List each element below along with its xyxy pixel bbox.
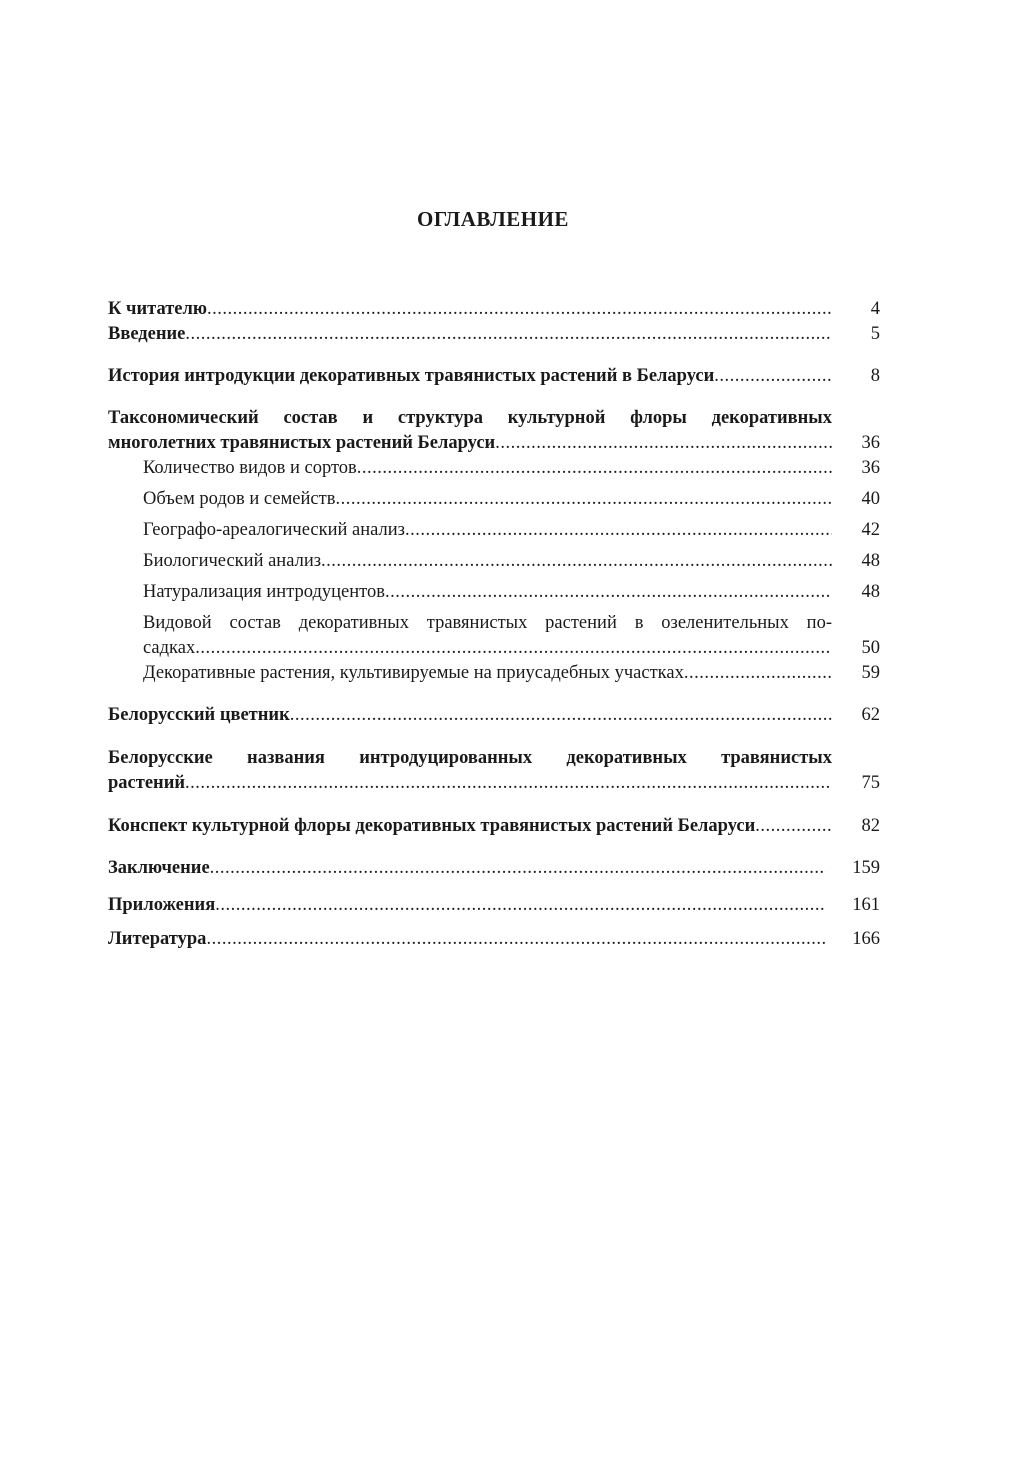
dot-leader: [207, 297, 832, 322]
toc-entry-literatura[interactable]: [108, 927, 880, 952]
dot-leader: [684, 661, 832, 686]
toc-entry-kolichestvo[interactable]: [143, 456, 880, 481]
dot-leader: [215, 893, 826, 918]
dot-leader: [495, 431, 832, 456]
toc-entry-title: Декоративные растения, культивируемые на приусадебных участках: [143, 663, 684, 683]
toc-entry-title: Объем родов и семейств: [143, 489, 336, 509]
dot-leader: [210, 856, 827, 881]
toc-page-number: 48: [861, 582, 880, 602]
toc-page-number: 36: [861, 458, 880, 478]
page-title: ОГЛАВЛЕНИЕ: [417, 207, 569, 231]
toc-entry-zaklyuchenie[interactable]: [108, 856, 880, 881]
dot-leader: [185, 322, 832, 347]
toc-entry-belorusskie-nazvaniya[interactable]: [108, 746, 880, 796]
dot-leader: [321, 549, 832, 574]
toc-entry-title: Заключение: [108, 858, 210, 878]
toc-page-number: 5: [870, 324, 880, 344]
toc-entry-title-line1: Белорусские названия интродуцированных декоративных травянистых: [108, 748, 832, 768]
toc-entry-geografo[interactable]: [143, 518, 880, 543]
toc-page-number: 4: [870, 299, 880, 319]
dot-leader: [755, 814, 832, 839]
toc-entry-title: Географо-ареалогический анализ: [143, 520, 405, 540]
toc-entry-istoriya[interactable]: [108, 364, 880, 389]
toc-entry-title: История интродукции декоративных травянистых растений в Беларуси: [108, 366, 715, 386]
toc-entry-title: Введение: [108, 324, 186, 344]
toc-entry-title: Биологический анализ: [143, 551, 322, 571]
toc-entry-dekorativnye-rasteniya[interactable]: [143, 661, 880, 686]
toc-entry-title: садках: [143, 638, 196, 658]
dot-leader: [290, 703, 832, 728]
toc-entry-title-line1: Таксономический состав и структура культурной флоры декоративных: [108, 408, 832, 428]
toc-entry-prilozheniya[interactable]: [108, 893, 880, 918]
toc-page-number: 159: [852, 858, 880, 878]
toc-entry-k-chitatelyu[interactable]: [108, 297, 880, 322]
toc-entry-title: Количество видов и сортов: [143, 458, 357, 478]
toc-entry-title: многолетних травянистых растений Беларуси: [108, 433, 496, 453]
toc-entry-biologicheskiy[interactable]: [143, 549, 880, 574]
toc-page-number: 40: [861, 489, 880, 509]
toc-page-number: 50: [861, 638, 880, 658]
toc-page-number: 166: [852, 929, 880, 949]
toc-entry-title-line1: Видовой состав декоративных травянистых растений в озеленительных по-: [143, 613, 832, 633]
toc-entry-title: Натурализация интродуцентов: [143, 582, 385, 602]
toc-entry-vvedenie[interactable]: [108, 322, 880, 347]
toc-entry-title: Конспект культурной флоры декоративных травянистых растений Беларуси: [108, 816, 756, 836]
toc-entry-obem[interactable]: [143, 487, 880, 512]
toc-page-number: 62: [861, 705, 880, 725]
toc-entry-vidovoy-sostav[interactable]: [143, 611, 880, 661]
toc-page-number: 82: [861, 816, 880, 836]
toc-entry-title: Приложения: [108, 895, 216, 915]
dot-leader: [335, 487, 832, 512]
dot-leader: [714, 364, 832, 389]
toc-page-number: 59: [861, 663, 880, 683]
toc-entry-title: растений: [108, 773, 186, 793]
toc-entry-naturalizatsiya[interactable]: [143, 580, 880, 605]
dot-leader: [206, 927, 826, 952]
dot-leader: [405, 518, 832, 543]
toc-page-number: 161: [852, 895, 880, 915]
toc-page-number: 8: [870, 366, 880, 386]
dot-leader: [185, 771, 832, 796]
dot-leader: [357, 456, 832, 481]
toc-entry-taksonomicheskiy[interactable]: [108, 406, 880, 456]
toc-page-number: 36: [861, 433, 880, 453]
dot-leader: [385, 580, 832, 605]
toc-entry-title: Белорусский цветник: [108, 705, 290, 725]
toc-entry-title: К читателю: [108, 299, 208, 319]
dot-leader: [195, 636, 832, 661]
toc-page-number: 42: [861, 520, 880, 540]
toc-page-number: 75: [861, 773, 880, 793]
toc-page-number: 48: [861, 551, 880, 571]
toc-entry-belorusskiy-tsvetnik[interactable]: [108, 703, 880, 728]
toc-entry-konspekt[interactable]: [108, 814, 880, 839]
toc-entry-title: Литература: [108, 929, 207, 949]
